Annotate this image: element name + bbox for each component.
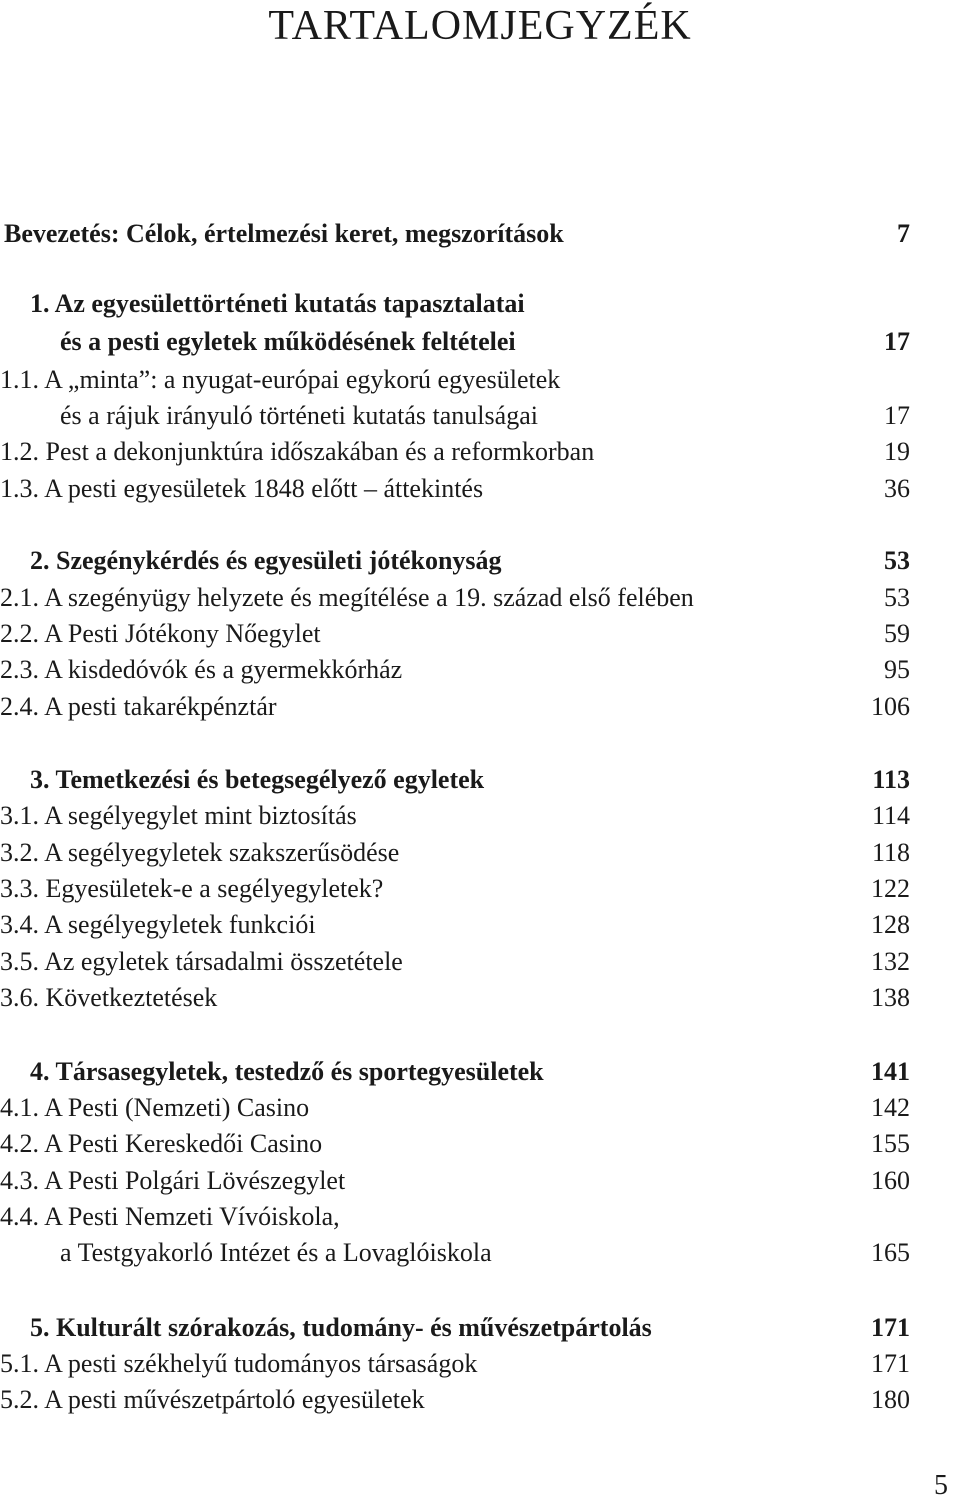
toc-entry-label: 3.5. Az egyletek társadalmi összetétele: [0, 947, 403, 976]
toc-entry-page: 132: [871, 947, 910, 976]
toc-entry-page: 142: [871, 1093, 910, 1122]
toc-entry-3-4[interactable]: [0, 907, 910, 943]
toc-entry-chapter-2[interactable]: [0, 543, 910, 579]
toc-entry-label: 2. Szegénykérdés és egyesületi jótékonyság: [30, 546, 502, 575]
toc-entry-label: Bevezetés: Célok, értelmezési keret, megszorítások: [4, 219, 564, 248]
toc-entry-chapter-1-cont[interactable]: [0, 324, 910, 360]
toc-entry-page: 165: [871, 1238, 910, 1267]
toc-entry-page: 171: [871, 1313, 910, 1342]
toc-entry-label: 3.3. Egyesületek-e a segélyegyletek?: [0, 874, 384, 903]
toc-entry-label: 1.3. A pesti egyesületek 1848 előtt – áttekintés: [0, 474, 484, 503]
toc-entry-page: 114: [871, 801, 910, 830]
toc-entry-page: 113: [872, 765, 910, 794]
toc-entry-page: 118: [871, 838, 910, 867]
toc-entry-label: és a pesti egyletek működésének feltételei: [60, 327, 516, 356]
toc-entry-page: 17: [884, 327, 910, 356]
toc-entry-3-3[interactable]: [0, 871, 910, 907]
toc-entry-label: 3.4. A segélyegyletek funkciói: [0, 910, 316, 939]
toc-entry-page: 128: [871, 910, 910, 939]
toc-entry-2-2[interactable]: [0, 616, 910, 652]
toc-entry-intro[interactable]: [0, 216, 910, 252]
toc-entry-page: 17: [884, 401, 910, 430]
toc-entry-label: 4.1. A Pesti (Nemzeti) Casino: [0, 1093, 310, 1122]
toc-entry-3-2[interactable]: [0, 835, 910, 871]
toc-entry-page: 122: [871, 874, 910, 903]
toc-entry-2-3[interactable]: [0, 652, 910, 688]
toc-entry-label: 3.6. Következtetések: [0, 983, 218, 1012]
toc-entry-3-5[interactable]: [0, 944, 910, 980]
toc-entry-label: 2.3. A kisdedóvók és a gyermekkórház: [0, 655, 403, 684]
toc-entry-label: a Testgyakorló Intézet és a Lovaglóiskola: [60, 1238, 492, 1267]
toc-entry-page: 106: [871, 692, 910, 721]
toc-entry-label: 3.2. A segélyegyletek szakszerűsödése: [0, 838, 400, 867]
toc-entry-3-6[interactable]: [0, 980, 910, 1016]
toc-entry-page: 171: [871, 1349, 910, 1378]
toc-entry-1-1-cont[interactable]: [0, 398, 910, 434]
toc-entry-1-3[interactable]: [0, 471, 910, 507]
toc-entry-page: 160: [871, 1166, 910, 1195]
toc-entry-page: 155: [871, 1129, 910, 1158]
toc-entry-page: 138: [871, 983, 910, 1012]
toc-entry-chapter-4[interactable]: [0, 1054, 910, 1090]
toc-entry-5-1[interactable]: [0, 1346, 910, 1382]
toc-entry-2-4[interactable]: [0, 689, 910, 725]
toc-entry-4-4[interactable]: [0, 1199, 910, 1235]
toc-entry-label: 3. Temetkezési és betegsegélyező egyletek: [30, 765, 485, 794]
toc-entry-4-1[interactable]: [0, 1090, 910, 1126]
toc-entry-page: 180: [871, 1385, 910, 1414]
page-number: 5: [934, 1470, 948, 1501]
toc-entry-page: 36: [884, 474, 910, 503]
toc-entry-4-3[interactable]: [0, 1163, 910, 1199]
toc-entry-label: 1.2. Pest a dekonjunktúra időszakában és a reformkorban: [0, 437, 595, 466]
toc-entry-4-2[interactable]: [0, 1126, 910, 1162]
toc-entry-3-1[interactable]: [0, 798, 910, 834]
toc-entry-label: 1.1. A „minta”: a nyugat-európai egykorú egyesületek: [0, 365, 561, 394]
toc-entry-label: 5. Kulturált szórakozás, tudomány- és művészetpártolás: [30, 1313, 652, 1342]
toc-entry-label: 2.2. A Pesti Jótékony Nőegylet: [0, 619, 321, 648]
toc-entry-chapter-3[interactable]: [0, 762, 910, 798]
toc-entry-label: 4.3. A Pesti Polgári Lövészegylet: [0, 1166, 346, 1195]
toc-entry-chapter-1[interactable]: [0, 286, 910, 322]
toc-entry-label: 5.2. A pesti művészetpártoló egyesületek: [0, 1385, 425, 1414]
toc-entry-page: 141: [871, 1057, 910, 1086]
page-title: TARTALOMJEGYZÉK: [268, 3, 692, 49]
toc-entry-page: 7: [897, 219, 910, 248]
toc-entry-label: 5.1. A pesti székhelyű tudományos társaságok: [0, 1349, 478, 1378]
toc-entry-label: 4.4. A Pesti Nemzeti Vívóiskola,: [0, 1202, 340, 1231]
toc-entry-label: 2.1. A szegényügy helyzete és megítélése a 19. század első felében: [0, 583, 694, 612]
toc-entry-2-1[interactable]: [0, 580, 910, 616]
toc-entry-label: 2.4. A pesti takarékpénztár: [0, 692, 277, 721]
toc-entry-label: 1. Az egyesülettörténeti kutatás tapasztalatai: [30, 289, 525, 318]
toc-entry-4-4-cont[interactable]: [0, 1235, 910, 1271]
toc-entry-label: és a rájuk irányuló történeti kutatás tanulságai: [60, 401, 538, 430]
toc-entry-1-1[interactable]: [0, 362, 910, 398]
toc-entry-label: 4. Társasegyletek, testedző és sportegyesületek: [30, 1057, 544, 1086]
toc-entry-page: 19: [884, 437, 910, 466]
toc-entry-label: 4.2. A Pesti Kereskedői Casino: [0, 1129, 323, 1158]
toc-entry-label: 3.1. A segélyegylet mint biztosítás: [0, 801, 357, 830]
toc-entry-page: 53: [884, 583, 910, 612]
toc-entry-page: 53: [884, 546, 910, 575]
toc-entry-5-2[interactable]: [0, 1382, 910, 1418]
toc-entry-1-2[interactable]: [0, 434, 910, 470]
toc-entry-chapter-5[interactable]: [0, 1310, 910, 1346]
toc-entry-page: 95: [884, 655, 910, 684]
toc-entry-page: 59: [884, 619, 910, 648]
